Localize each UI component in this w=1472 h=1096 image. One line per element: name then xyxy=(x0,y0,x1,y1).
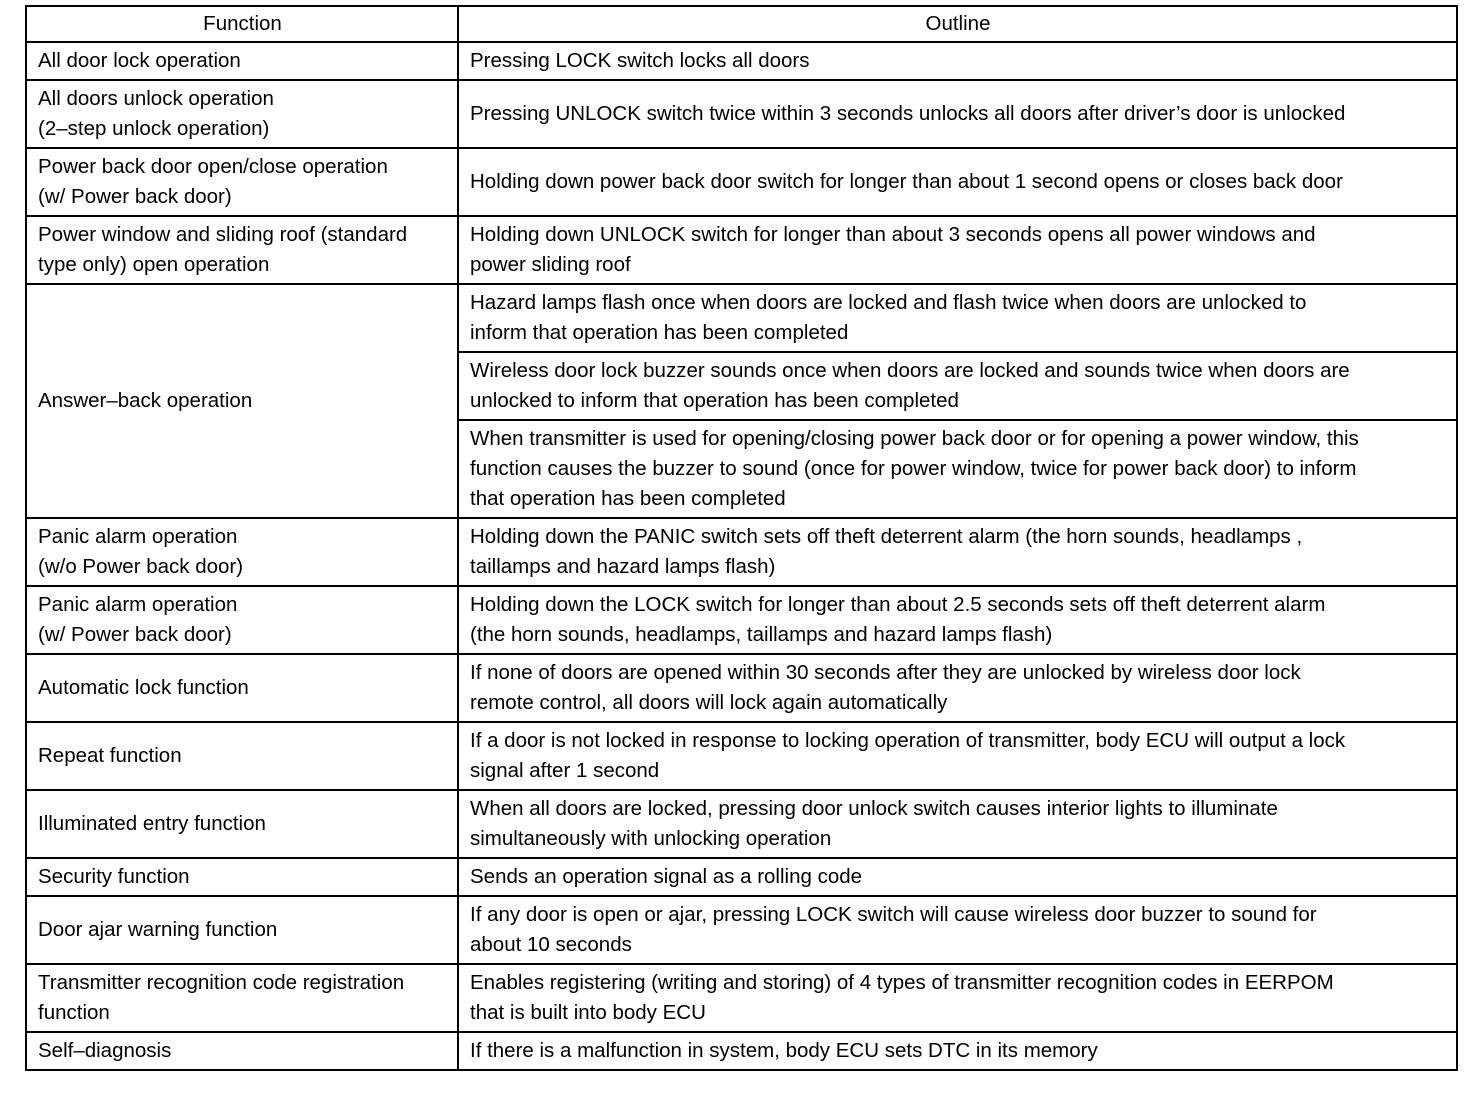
function-cell: All doors unlock operation (2–step unlock operation) xyxy=(26,80,458,148)
outline-cell: Holding down the PANIC switch sets off theft deterrent alarm (the horn sounds, headlamps , taillamps and hazard lamps flash) xyxy=(458,518,1457,586)
header-function: Function xyxy=(26,6,458,42)
function-cell: Answer–back operation xyxy=(26,284,458,518)
outline-cell: Holding down the LOCK switch for longer than about 2.5 seconds sets off theft deterrent alarm (the horn sounds, headlamps, taillamps and hazard lamps flash) xyxy=(458,586,1457,654)
outline-cell: If there is a malfunction in system, body ECU sets DTC in its memory xyxy=(458,1032,1457,1070)
outline-cell: Hazard lamps flash once when doors are locked and flash twice when doors are unlocked to inform that operation has been completed xyxy=(458,284,1457,352)
function-cell: Illuminated entry function xyxy=(26,790,458,858)
function-cell: Repeat function xyxy=(26,722,458,790)
table-row xyxy=(26,148,1457,216)
header-outline: Outline xyxy=(458,6,1457,42)
outline-cell: Sends an operation signal as a rolling code xyxy=(458,858,1457,896)
table-row xyxy=(26,858,1457,896)
table-row xyxy=(26,722,1457,790)
table-row xyxy=(26,964,1457,1032)
function-cell: Automatic lock function xyxy=(26,654,458,722)
outline-cell: If a door is not locked in response to locking operation of transmitter, body ECU will output a lock signal after 1 second xyxy=(458,722,1457,790)
function-outline-table xyxy=(25,5,1458,1071)
outline-cell: When transmitter is used for opening/closing power back door or for opening a power window, this function causes the buzzer to sound (once for power window, twice for power back door) to inform that operation has been completed xyxy=(458,420,1457,518)
outline-cell: Pressing LOCK switch locks all doors xyxy=(458,42,1457,80)
outline-cell: Holding down power back door switch for longer than about 1 second opens or closes back door xyxy=(458,148,1457,216)
outline-cell: When all doors are locked, pressing door unlock switch causes interior lights to illuminate simultaneously with unlocking operation xyxy=(458,790,1457,858)
function-cell: Power window and sliding roof (standard type only) open operation xyxy=(26,216,458,284)
function-cell: All door lock operation xyxy=(26,42,458,80)
table-row xyxy=(26,284,1457,352)
table-row xyxy=(26,42,1457,80)
outline-cell: If any door is open or ajar, pressing LOCK switch will cause wireless door buzzer to sound for about 10 seconds xyxy=(458,896,1457,964)
outline-cell: Pressing UNLOCK switch twice within 3 seconds unlocks all doors after driver’s door is unlocked xyxy=(458,80,1457,148)
table-row xyxy=(26,1032,1457,1070)
table-row xyxy=(26,896,1457,964)
table-row xyxy=(26,586,1457,654)
outline-cell: If none of doors are opened within 30 seconds after they are unlocked by wireless door lock remote control, all doors will lock again automatically xyxy=(458,654,1457,722)
table-row xyxy=(26,654,1457,722)
header-row xyxy=(26,6,1457,42)
table-row xyxy=(26,80,1457,148)
outline-cell: Wireless door lock buzzer sounds once when doors are locked and sounds twice when doors are unlocked to inform that operation has been completed xyxy=(458,352,1457,420)
function-cell: Panic alarm operation (w/o Power back door) xyxy=(26,518,458,586)
table-row xyxy=(26,518,1457,586)
function-cell: Power back door open/close operation (w/ Power back door) xyxy=(26,148,458,216)
outline-cell: Holding down UNLOCK switch for longer than about 3 seconds opens all power windows and power sliding roof xyxy=(458,216,1457,284)
function-cell: Door ajar warning function xyxy=(26,896,458,964)
function-cell: Self–diagnosis xyxy=(26,1032,458,1070)
function-cell: Panic alarm operation (w/ Power back door) xyxy=(26,586,458,654)
function-cell: Security function xyxy=(26,858,458,896)
table-row xyxy=(26,216,1457,284)
function-cell: Transmitter recognition code registration function xyxy=(26,964,458,1032)
outline-cell: Enables registering (writing and storing) of 4 types of transmitter recognition codes in EERPOM that is built into body ECU xyxy=(458,964,1457,1032)
table-row xyxy=(26,790,1457,858)
